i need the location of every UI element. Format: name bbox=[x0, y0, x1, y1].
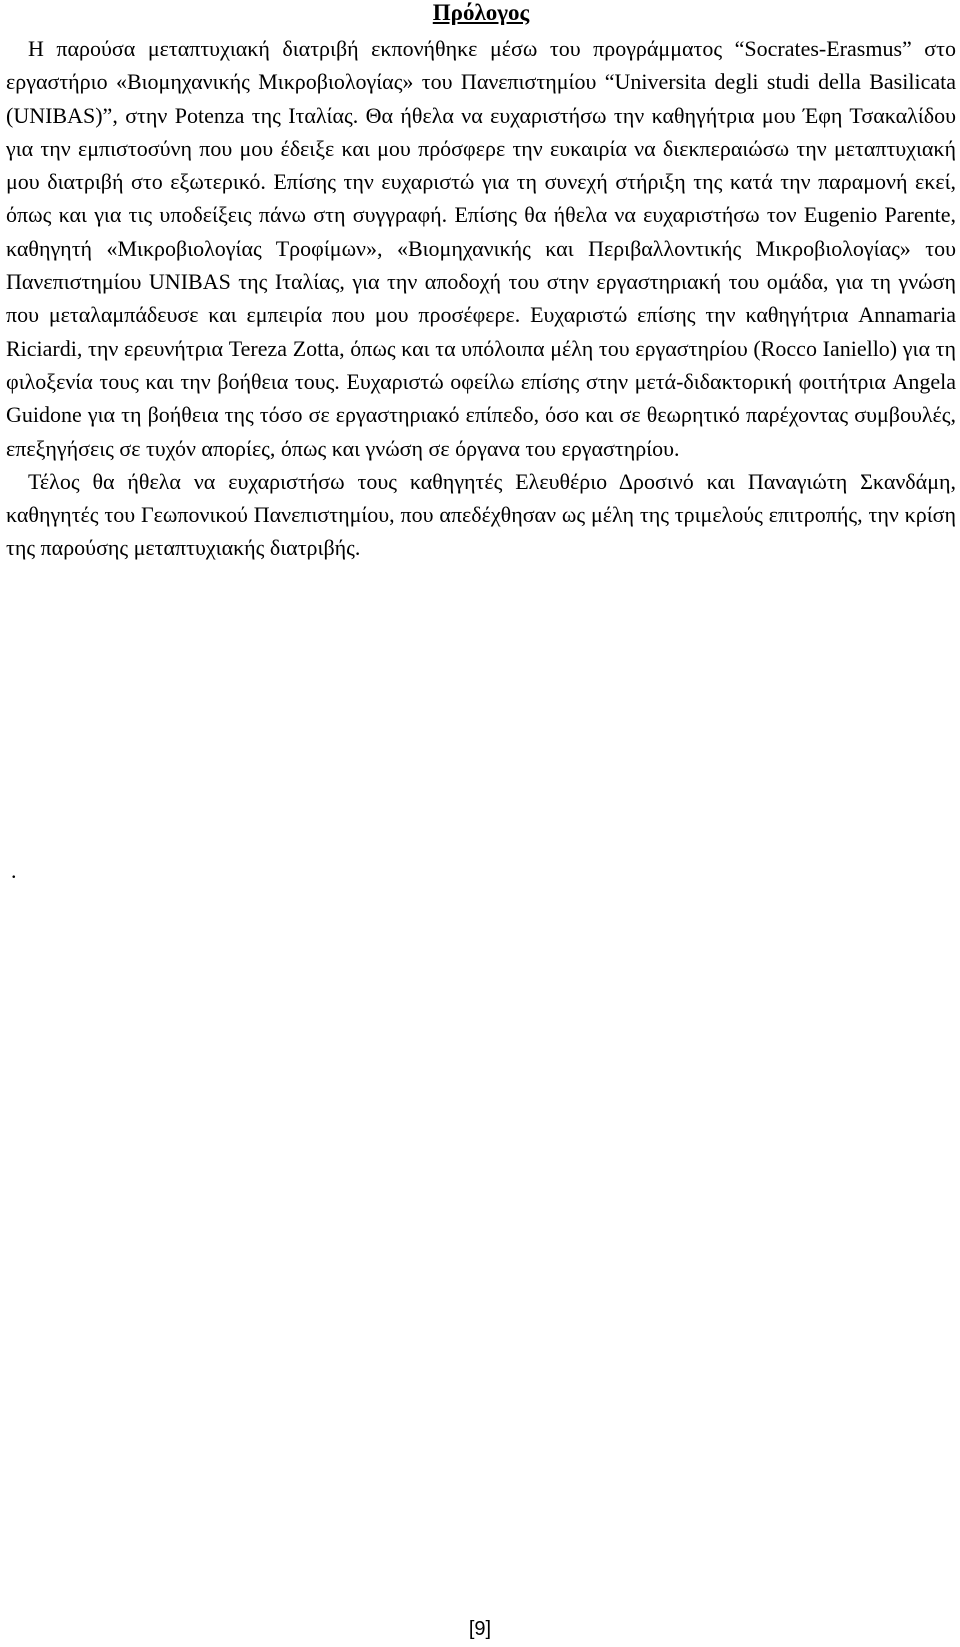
stray-dot: . bbox=[11, 858, 17, 883]
document-page bbox=[6, 0, 956, 565]
sentence-postdoc: Ευχαριστώ οφείλω επίσης στην μετά-διδακτορική φοιτήτρια Angela Guidone για τη βοήθεια της τόσο σε εργαστηριακό επίπεδο, όσο και σε θεωρητικό παρέχοντας συμβουλές, επεξηγήσεις σε τυχόν απορίες, όπως και γνώση σε όργανα του εργαστηρίου. bbox=[6, 368, 957, 461]
page-number: [9] bbox=[468, 1618, 492, 1640]
sentence-erasmus: Η παρούσα μεταπτυχιακή διατριβή εκπονήθηκε μέσω του προγράμματος “Socrates-Erasmus” στο εργαστήριο «Βιομηχανικής Μικροβιολογίας» του Πανεπιστημίου “Universita degli studi della Basilicata (UNIBAS)”, στην Potenza της Ιταλίας. bbox=[6, 36, 956, 128]
page-title: Πρόλογος bbox=[432, 0, 530, 25]
paragraph-committee: Τέλος θα ήθελα να ευχαριστήσω τους καθηγητές Ελευθέριο Δροσινό και Παναγιώτη Σκανδάμη, καθηγητές του Γεωπονικού Πανεπιστημίου, που απεδέχθησαν ως μέλη της τριμελούς επιτροπής, την κρίση της παρούσης μεταπτυχιακής διατριβής. bbox=[6, 468, 956, 561]
sentence-parente: Επίσης θα ήθελα να ευχαριστήσω τον Eugenio Parente, καθηγητή «Μικροβιολογίας Τροφίμων», «Βιομηχανικής και Περιβαλλοντικής Μικροβιολογίας» του Πανεπιστημίου UNIBAS της Ιταλίας, για την αποδοχή του στην εργαστηριακή του ομάδα, για τη γνώση που μεταλαμπάδευσε και εμπειρία που μου προσέφερε. bbox=[6, 202, 956, 328]
sentence-supervisor: Θα ήθελα να ευχαριστήσω την καθηγήτρια μου Έφη Τσακαλίδου για την εμπιστοσύνη που μου έδειξε και μου πρόσφερε την ευκαιρία να διεκπεραιώσω την μεταπτυχιακή μου διατριβή στο εξωτερικό. Επίσης την ευχαριστώ για τη συνεχή στήριξη της κατά την παραμονή εκεί, όπως και για τις υποδείξεις πάνω στη συγγραφή. bbox=[6, 102, 956, 228]
sentence-lab-members: Ευχαριστώ επίσης την καθηγήτρια Annamaria Riciardi, την ερευνήτρια Tereza Zotta, όπως και τα υπόλοιπα μέλη του εργαστηρίου (Rocco Ianiello) για τη φιλοξενία τους και την βοήθεια τους. bbox=[6, 302, 956, 394]
paragraph-acknowledgements bbox=[6, 32, 956, 465]
